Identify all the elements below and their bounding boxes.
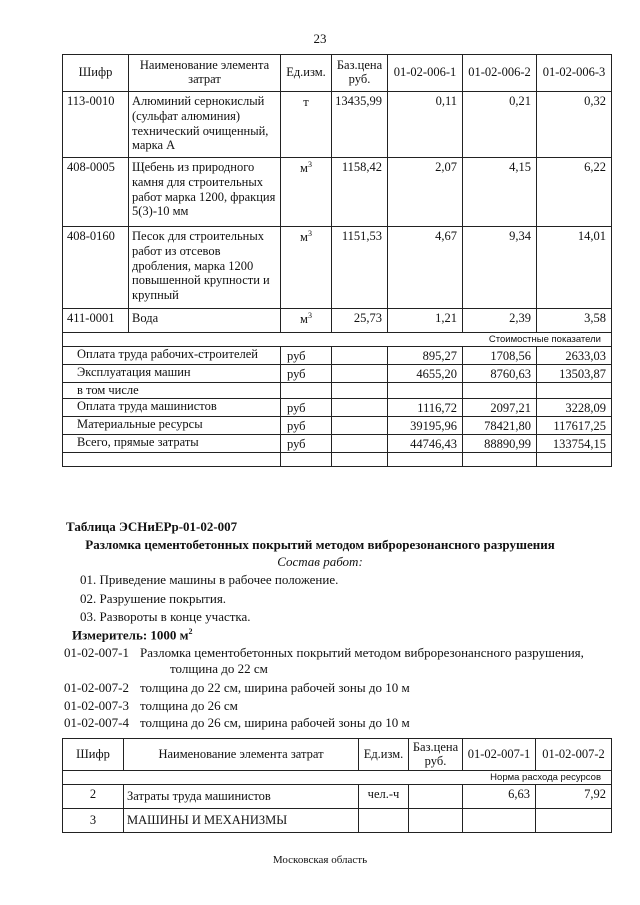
summary-row (63, 347, 612, 365)
summary-v3: 3228,09 (537, 399, 612, 417)
row-unit: $м^3$ (281, 309, 332, 333)
cost-indicators-label: Стоимостные показатели (63, 333, 612, 347)
table-row (63, 158, 612, 227)
summary-row (63, 417, 612, 435)
row-name: Вода (129, 309, 281, 333)
row-price: 1151,53 (332, 227, 388, 309)
variant-code: 01-02-007-2 (64, 680, 129, 695)
header-code: Шифр (63, 739, 124, 771)
summary-v2: 8760,63 (463, 365, 537, 383)
table-row (63, 227, 612, 309)
summary-unit: руб (281, 347, 332, 365)
summary-v2: 88890,99 (463, 435, 537, 453)
header-variant-2: 01-02-006-2 (463, 55, 537, 92)
summary-v2: 78421,80 (463, 417, 537, 435)
row-unit: т (281, 92, 332, 158)
row-v2: 9,34 (463, 227, 537, 309)
work-item: 01. Приведение машины в рабочее положение. (80, 572, 339, 587)
row-unit: чел.-ч (359, 785, 409, 809)
row-v1: 4,67 (388, 227, 463, 309)
summary-unit: руб (281, 435, 332, 453)
meter-label: Измеритель: 1000 $м^2$ (72, 627, 193, 643)
row-v2: 7,92 (536, 785, 612, 809)
row-price (409, 785, 463, 809)
summary-row (63, 365, 612, 383)
summary-unit: руб (281, 399, 332, 417)
row-price: 1158,42 (332, 158, 388, 227)
variant-code: 01-02-007-4 (64, 715, 129, 730)
row-v1: 6,63 (463, 785, 536, 809)
row-code: 113-0010 (63, 92, 129, 158)
row-v3: 0,32 (537, 92, 612, 158)
row-v3: 3,58 (537, 309, 612, 333)
row-code: 2 (63, 785, 124, 809)
summary-row (63, 435, 612, 453)
row-code: 411-0001 (63, 309, 129, 333)
variant-item (64, 680, 585, 696)
variant-desc: Разломка цементобетонных покрытий методом виброрезонансного разрушения, толщина до 22 см (140, 645, 584, 676)
row-v2: 4,15 (463, 158, 537, 227)
row-v1: 0,11 (388, 92, 463, 158)
norm-label: Норма расхода ресурсов (63, 771, 612, 785)
summary-v1: 1116,72 (388, 399, 463, 417)
row-v3: 14,01 (537, 227, 612, 309)
norm-row (63, 771, 612, 785)
summary-name: Всего, прямые затраты (63, 435, 281, 453)
summary-name: Материальные ресурсы (63, 417, 281, 435)
table-row (63, 92, 612, 158)
summary-unit: руб (281, 365, 332, 383)
row-unit: $м^3$ (281, 158, 332, 227)
table-row (63, 809, 612, 833)
row-name: Песок для строительных работ из отсевов дробления, марка 1200 повышенной крупности и крупный (129, 227, 281, 309)
summary-v3: 133754,15 (537, 435, 612, 453)
table-header-row (63, 55, 612, 92)
row-price: 25,73 (332, 309, 388, 333)
summary-v1: 39195,96 (388, 417, 463, 435)
header-name: Наименование элемента затрат (124, 739, 359, 771)
header-variant-1: 01-02-006-1 (388, 55, 463, 92)
row-v1: 2,07 (388, 158, 463, 227)
table-header-row (63, 739, 612, 771)
footer-region: Московская область (272, 854, 368, 866)
row-unit: $м^3$ (281, 227, 332, 309)
header-variant-1: 01-02-007-1 (463, 739, 536, 771)
header-name: Наименование элемента затрат (129, 55, 281, 92)
table-row (63, 309, 612, 333)
table-row (63, 785, 612, 809)
row-name: Затраты труда машинистов (124, 785, 359, 809)
work-item: 02. Разрушение покрытия. (80, 591, 227, 606)
variant-desc: толщина до 26 см, ширина рабочей зоны до 10 м (140, 715, 410, 730)
row-v2: 0,21 (463, 92, 537, 158)
row-v1: 1,21 (388, 309, 463, 333)
summary-v1: 44746,43 (388, 435, 463, 453)
row-name: МАШИНЫ И МЕХАНИЗМЫ (124, 809, 359, 833)
row-price: 13435,99 (332, 92, 388, 158)
page-number: 23 (313, 31, 327, 46)
header-unit: Ед.изм. (281, 55, 332, 92)
summary-row (63, 383, 612, 399)
row-name: Алюминий сернокислый (сульфат алюминия) технический очищенный, марка А (129, 92, 281, 158)
header-base-price: Баз.цена руб. (409, 739, 463, 771)
cost-indicators-row (63, 333, 612, 347)
summary-v3: 117617,25 (537, 417, 612, 435)
header-variant-3: 01-02-006-3 (537, 55, 612, 92)
row-name: Щебень из природного камня для строительных работ марка 1200, фракция 5(3)-10 мм (129, 158, 281, 227)
resource-table-006 (62, 54, 612, 467)
summary-v1: 895,27 (388, 347, 463, 365)
resource-table-007 (62, 738, 612, 833)
summary-v3: 13503,87 (537, 365, 612, 383)
table-title: Таблица ЭСНиЕРр-01-02-007 (66, 519, 238, 534)
summary-name: в том числе (63, 383, 281, 399)
variant-desc: толщина до 22 см, ширина рабочей зоны до 10 м (140, 680, 410, 695)
header-unit: Ед.изм. (359, 739, 409, 771)
summary-name: Оплата труда машинистов (63, 399, 281, 417)
header-variant-2: 01-02-007-2 (536, 739, 612, 771)
header-code: Шифр (63, 55, 129, 92)
variant-code: 01-02-007-3 (64, 698, 129, 713)
variant-code: 01-02-007-1 (64, 645, 129, 660)
variant-item (64, 645, 585, 677)
summary-v2: 2097,21 (463, 399, 537, 417)
header-base-price: Баз.цена руб. (332, 55, 388, 92)
variant-item (64, 715, 585, 731)
row-v2: 2,39 (463, 309, 537, 333)
summary-name: Эксплуатация машин (63, 365, 281, 383)
row-code: 408-0005 (63, 158, 129, 227)
summary-row (63, 399, 612, 417)
summary-v1: 4655,20 (388, 365, 463, 383)
row-v3: 6,22 (537, 158, 612, 227)
variant-desc: толщина до 26 см (140, 698, 238, 713)
work-composition-heading: Состав работ: (277, 554, 363, 569)
row-code: 408-0160 (63, 227, 129, 309)
table-bottom-row (63, 453, 612, 467)
summary-unit: руб (281, 417, 332, 435)
summary-v2: 1708,56 (463, 347, 537, 365)
work-item: 03. Развороты в конце участка. (80, 609, 251, 624)
summary-name: Оплата труда рабочих-строителей (63, 347, 281, 365)
table-subtitle: Разломка цементобетонных покрытий методом виброрезонансного разрушения (85, 537, 555, 552)
summary-v3: 2633,03 (537, 347, 612, 365)
row-code: 3 (63, 809, 124, 833)
variant-item (64, 698, 585, 714)
